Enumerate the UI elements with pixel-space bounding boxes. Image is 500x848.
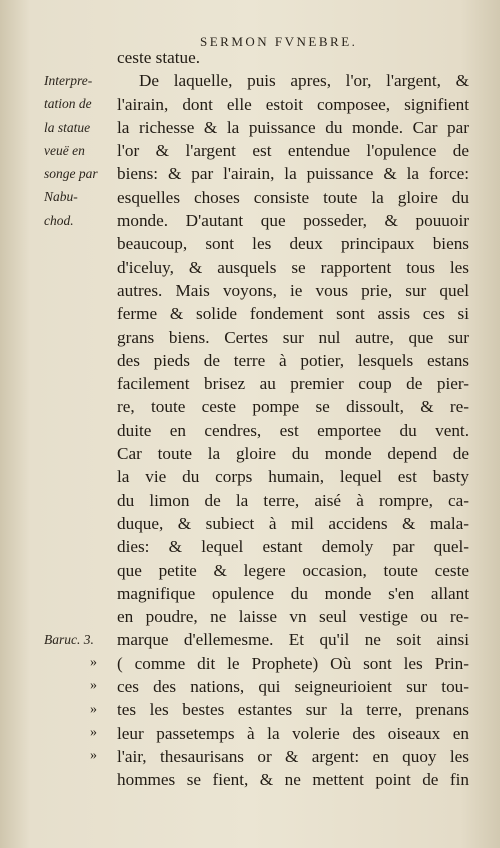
- margin-note-line: veuë en: [44, 142, 85, 158]
- text-line: l'air, thesaurisans or & argent: en quoy les: [117, 746, 469, 766]
- text-line: du limon de la terre, aisé à rompre, ca-: [117, 490, 469, 510]
- text-line: ( comme dit le Prophete) Où sont les Prin-: [117, 653, 469, 673]
- text-line: la vie du corps humain, lequel est basty: [117, 467, 469, 487]
- text-line: que petite & legere occasion, toute ceste: [117, 560, 469, 580]
- margin-note-line: la statue: [44, 119, 91, 135]
- text-line: d'iceluy, & ausquels se rapportent tous les: [117, 257, 469, 277]
- quote-marks-column: [90, 651, 110, 767]
- text-line: ces des nations, qui seigneurioient sur tou-: [117, 677, 469, 697]
- text-line: l'or & l'argent est entendue l'opulence de: [117, 141, 469, 161]
- text-line: en poudre, ne laisse vn seul vestige ou re-: [117, 607, 469, 627]
- text-line: Car toute la gloire du monde depend de: [117, 444, 469, 464]
- margin-note-line: songe par: [44, 166, 98, 182]
- text-line: tes les bestes estantes sur la terre, prenans: [117, 700, 469, 720]
- text-line: biens: & par l'airain, la puissance & la force:: [117, 164, 469, 184]
- text-line: re, toute ceste pompe se dissoult, & re-: [117, 397, 469, 417]
- quote-mark: »: [90, 748, 97, 764]
- text-line: ferme & solide fondement sont assis ces si: [117, 304, 469, 324]
- margin-note-line: chod.: [44, 212, 74, 228]
- quote-mark: »: [90, 655, 97, 670]
- text-line: duque, & subiect à mil accidens & mala-: [117, 513, 469, 533]
- text-line: De laquelle, puis apres, l'or, l'argent, &: [139, 71, 469, 91]
- text-line: dies: & lequel estant demoly par quel-: [117, 537, 469, 557]
- margin-note-line: tation de: [44, 96, 92, 112]
- text-line: facilement brisez au premier coup de pier-: [117, 374, 469, 394]
- text-line: la richesse & la puissance du monde. Car par: [117, 117, 469, 137]
- text-line: ceste statue.: [117, 48, 201, 67]
- text-line: esquelles choses consiste toute la gloire du: [117, 187, 469, 207]
- text-line: duite en cendres, est emportee du vent.: [117, 420, 469, 440]
- quote-mark: »: [90, 701, 97, 717]
- margin-note-line: Interpre-: [44, 73, 93, 88]
- body-text: [117, 46, 469, 792]
- quote-mark: »: [90, 678, 97, 694]
- margin-note-line: Nabu-: [44, 189, 78, 205]
- running-head: SERMON FVNEBRE.: [200, 34, 358, 49]
- text-line: hommes se fient, & ne mettent point de fin: [117, 770, 469, 790]
- text-line: magnifique opulence du monde s'en allant: [117, 583, 469, 603]
- margin-ref-text: Baruc. 3.: [44, 632, 94, 647]
- text-line: l'airain, dont elle estoit composee, signifient: [117, 94, 469, 114]
- text-line: beaucoup, sont les deux principaux biens: [117, 234, 469, 254]
- text-line: des pieds de terre à potier, lesquels estans: [117, 350, 469, 370]
- margin-ref-baruc: [44, 628, 114, 651]
- text-line: monde. D'autant que posseder, & pouuoir: [117, 211, 469, 231]
- text-line: leur passetemps à la volerie des oiseaux en: [117, 723, 469, 743]
- text-line: grans biens. Certes sur nul autre, que sur: [117, 327, 469, 347]
- text-line: marque d'ellemesme. Et qu'il ne soit ainsi: [117, 630, 469, 650]
- margin-note-interpretation: [44, 69, 114, 232]
- quote-mark: »: [90, 724, 97, 740]
- text-line: autres. Mais voyons, ie vous prie, sur quel: [117, 280, 469, 300]
